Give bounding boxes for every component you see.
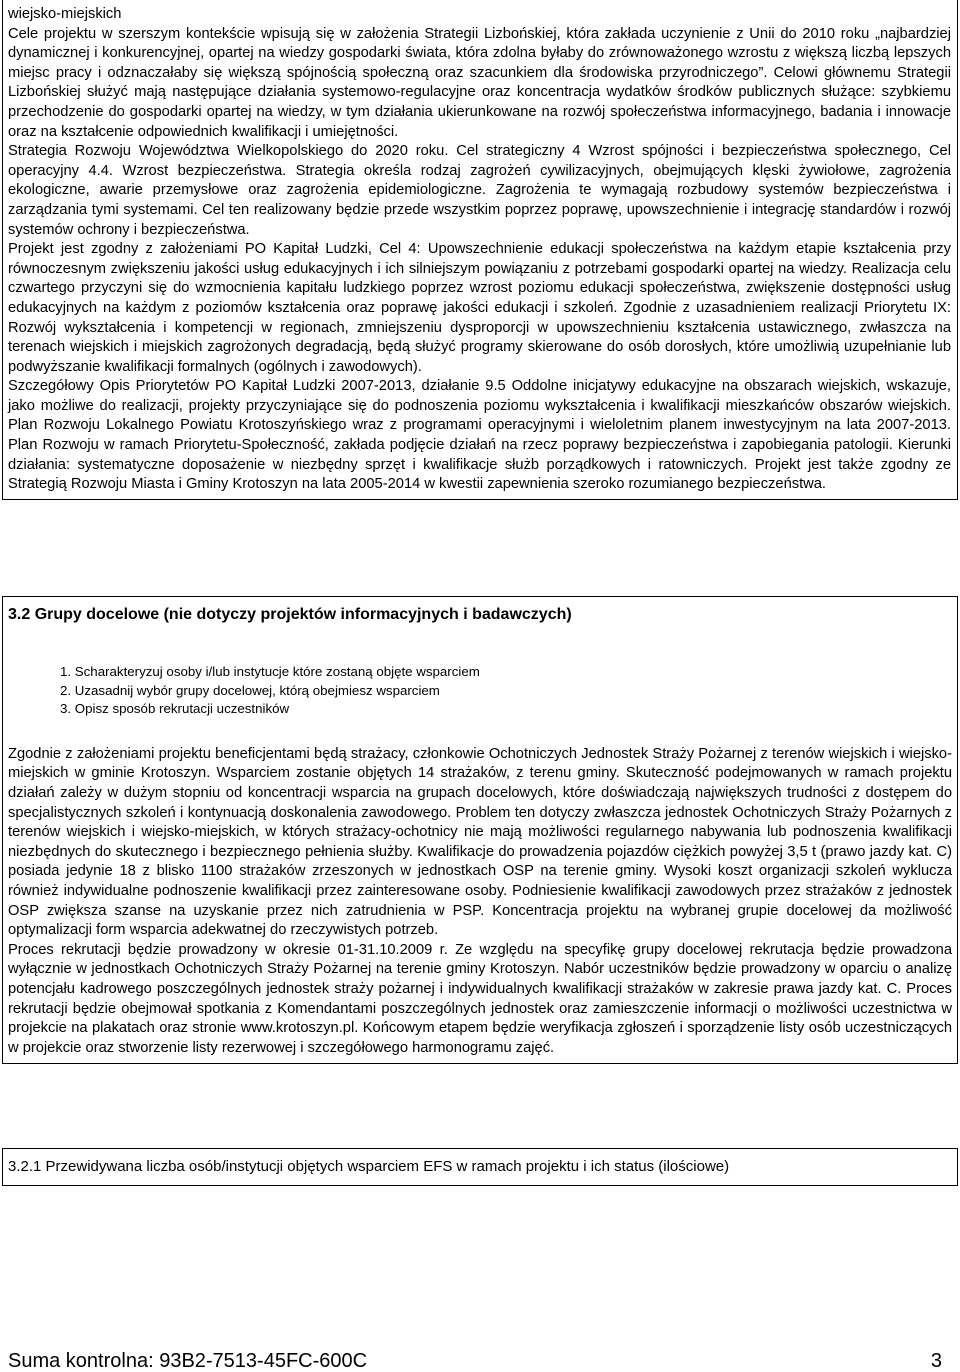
intro-paragraph: Cele projektu w szerszym kontekście wpisują się w założenia Strategii Lizbońskiej, która zakłada uczynienie z Unii do 2010 roku „najbardziej dynamicznej i konkurencyjnej, opartej na wiedzy gospodarki świata, która zdolna byłaby do zrównoważonego wzrostu z większą liczbą lepszych miejsc pracy i odznaczałaby się większą spójnością społeczną oraz szacunkiem dla środowiska przyrodniczego”. Celowi głównemu Strategii Lizbońskiej służyć mają następujące działania systemowo-regulacyjne oraz koncentracja wydatków środków publicznych służące: szybkiemu przechodzenie do gospodarki opartej na wiedzy, w tym działania ukierunkowane na rozwój społeczeństwa informacyjnego, badania i innowacje oraz na kształcenie odpowiednich kwalifikacji i umiejętności.: [8, 25, 951, 140]
answer-paragraph: Zgodnie z założeniami projektu beneficjentami będą strażacy, członkowie Ochotniczych Jednostek Straży Pożarnej z terenów wiejskich i wiejsko-miejskich w gminie Krotoszyn. Wsparciem zostanie objętych 14 strażaków, z terenu gminy. Skuteczność podejmowanych w ramach projektu działań zależy w dużym stopniu od koncentracji wsparcia na grupach docelowych, które doświadczają największych trudności z dostępem do specjalistycznych szkoleń i kontynuacją doskonalenia zawodowego. Problem ten dotyczy zwłaszcza jednostek Ochotniczych Straży Pożarnych z terenów wiejskich i wiejsko-miejskich, w których strażacy-ochotnicy nie mają możliwości regularnego nabywania lub podnoszenia kwalifikacji niezbędnych do skutecznego i bezpiecznego pełnienia służby. Kwalifikacje do prowadzenia pojazdów ciężkich powyżej 3,5 t (prawo jazdy kat. C) posiada jedynie 18 z blisko 1100 strażaków zrzeszonych w jednostkach OSP na terenie gminy. Wysoki koszt organizacji szkoleń wyklucza również indywidualne podnoszenie kwalifikacji przez zainteresowane osoby. Podniesienie kwalifikacji zawodowych przez strażaków z jednostek OSP zwiększa szanse na uzyskanie przez nich zatrudnienia w PSP. Koncentracja projektu na wybranej grupie docelowej da możliwość optymalizacji form wsparcia adekwatnej do rzeczywistych potrzeb.: [8, 745, 952, 939]
page-number: 3: [930, 1350, 942, 1372]
answer-paragraph: Proces rekrutacji będzie prowadzony w okresie 01-31.10.2009 r. Ze względu na specyfikę grupy docelowej rekrutacja będzie prowadzona wyłącznie w jednostkach Ochotniczych Straży Pożarnej na terenie gminy Krotoszyn. Nabór uczestników będzie prowadzony w oparciu o analizę potencjału kadrowego poszczególnych jednostek straży pożarnej i indywidualnych kwalifikacji strażaków w zakresie prawa jazdy kat. C. Proces rekrutacji będzie obejmował spotkania z Komendantami poszczególnych jednostek oraz zamieszczenie informacji o możliwości uczestnictwa w projekcie na plakatach oraz stronie www.krotoszyn.pl. Końcowym etapem będzie weryfikacja zgłoszeń i sporządzenie listy osób uczestniczących w projekcie oraz stworzenie listy rezerwowej i szczegółowego harmonogramu zajęć.: [8, 941, 952, 1056]
intro-text: [3, 0, 957, 499]
intro-paragraph: Szczegółowy Opis Priorytetów PO Kapitał Ludzki 2007-2013, działanie 9.5 Oddolne inicjatywy edukacyjne na obszarach wiejskich, wskazuje, jako możliwe do realizacji, projekty przyczyniające się do podnoszenia poziomu wykształcenia i kwalifikacji mieszkańców obszarów wiejskich. Plan Rozwoju Lokalnego Powiatu Krotoszyńskiego wraz z programami operacyjnymi i wieloletnim planem inwestycyjnym na lata 2007-2013. Plan Rozwoju w ramach Priorytetu-Społeczność, zakłada podjęcie działań na rzecz poprawy bezpieczeństwa i zapobiegania patologii. Kierunki działania: systematyczne doposażenie w niezbędny sprzęt i kwalifikacje służb porządkowych i ratowniczych. Projekt jest także zgodny ze Strategią Rozwoju Miasta i Gminy Krotoszyn na lata 2005-2014 w kwestii zapewnienia szeroko rozumianego bezpieczeństwa.: [8, 378, 951, 493]
target-groups-answer: [3, 719, 957, 1064]
instruction-list: [3, 663, 957, 719]
instruction-item: 1. Scharakteryzuj osoby i/lub instytucje które zostaną objęte wsparciem: [60, 664, 480, 679]
section-title: 3.2 Grupy docelowe (nie dotyczy projektów informacyjnych i badawczych): [8, 606, 572, 623]
instruction-item: 2. Uzasadnij wybór grupy docelowej, którą obejmiesz wsparciem: [60, 682, 440, 698]
target-groups-box: [2, 596, 958, 1064]
intro-paragraph: Strategia Rozwoju Województwa Wielkopolskiego do 2020 roku. Cel strategiczny 4 Wzrost spójności i bezpieczeństwa społecznego, Cel operacyjny 4.4. Wzrost bezpieczeństwa. Strategia określa rodzaj zagrożeń cywilizacyjnych, obejmujących klęski żywiołowe, zagrożenia ekologiczne, awarie przemysłowe oraz zagrożenia epidemiologiczne. Zagrożenia te wymagają rozbudowy systemów bezpieczeństwa i zarządzania tymi systemami. Cel ten realizowany będzie przede wszystkim poprzez poprawę, upowszechnienie i integrację standardów i rozwój systemów ochrony i bezpieczeństwa.: [8, 143, 951, 238]
instruction-item: 3. Opisz sposób rekrutacji uczestników: [60, 701, 290, 717]
intro-box: [2, 0, 958, 500]
beneficiaries-count-box: [2, 1148, 958, 1186]
footer-checksum: Suma kontrolna: 93B2-7513-45FC-600C: [8, 1350, 368, 1372]
intro-paragraph: Projekt jest zgodny z założeniami PO Kapitał Ludzki, Cel 4: Upowszechnienie edukacji społeczeństwa na każdym etapie kształcenia przy równoczesnym zwiększeniu jakości usług edukacyjnych i ich silniejszym powiązaniu z potrzebami gospodarki opartej na wiedzy. Realizacja celu czwartego przyczyni się do wzmocnienia kapitału ludzkiego poprzez wzrost poziomu edukacji społeczeństwa, zwiększenie dostępności usług edukacyjnych na każdym z poziomów kształcenia oraz poprawę jakości edukacji i szkoleń. Zgodnie z uzasadnieniem realizacji Priorytetu IX: Rozwój wykształcenia i kompetencji w regionach, zmniejszeniu dysproporcji w upowszechnieniu kształcenia ustawicznego, zwłaszcza na terenach wiejskich i miejskich zagrożonych degradacją, będą służyć programy skierowane do osób dorosłych, które umożliwią uzupełnianie lub podwyższanie kwalifikacji formalnych (ogólnych i zawodowych).: [8, 241, 951, 375]
subsection-title: 3.2.1 Przewidywana liczba osób/instytucji objętych wsparciem EFS w ramach projektu i ich status (ilościowe): [8, 1158, 730, 1175]
intro-paragraph: wiejsko-miejskich: [8, 6, 122, 22]
